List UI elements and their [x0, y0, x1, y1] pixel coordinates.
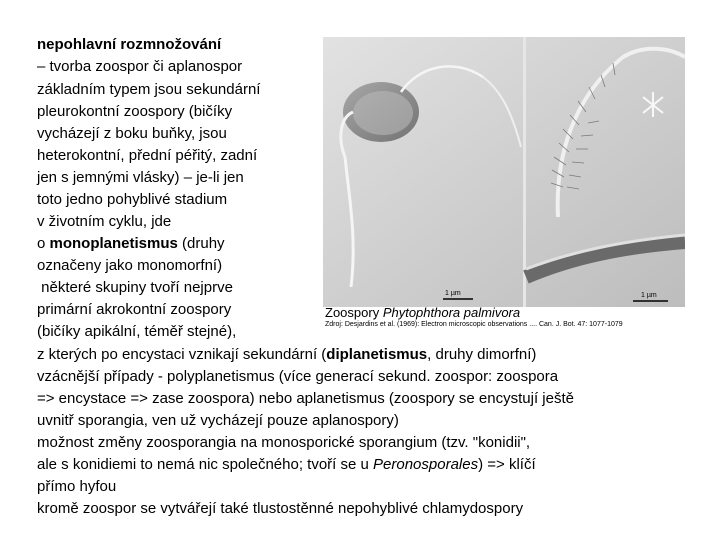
- caption-text: Zoospory: [325, 305, 383, 320]
- text-line: jen s jemnými vlásky) – je-li jen: [37, 169, 244, 186]
- text-line: některé skupiny tvoří nejprve: [37, 279, 233, 296]
- text-span: o: [37, 235, 50, 252]
- text-span: ) => klíčí: [478, 456, 536, 473]
- text-line: kromě zoospor se vytvářejí také tlustostěnné nepohyblivé chlamydospory: [37, 500, 524, 517]
- figure-caption: [325, 305, 520, 320]
- zoospore-micrograph: [323, 37, 685, 307]
- text-line: [37, 344, 536, 366]
- figure-source: Zdroj: Desjardins et al. (1969): Electron microscopic observations .... Can. J. Bot. 47: 1077-1079: [325, 321, 623, 328]
- scale-label-right: 1 µm: [641, 292, 657, 299]
- term-diplanetismus: diplanetismus: [326, 346, 428, 363]
- text-span: ale s konidiemi to nemá nic společného; tvoří se u: [37, 456, 374, 473]
- text-line: přímo hyfou: [37, 478, 117, 495]
- text-line: základním typem jsou sekundární: [37, 81, 261, 98]
- scale-label-left: 1 µm: [445, 290, 461, 297]
- text-line: heterokontní, přední péřitý, zadní: [37, 147, 258, 164]
- text-line: – tvorba zoospor či aplanospor: [37, 58, 243, 75]
- text-line: možnost změny zoosporangia na monosporické sporangium (tzv. "konidii",: [37, 434, 531, 451]
- text-line: v životním cyklu, jde: [37, 213, 172, 230]
- heading: nepohlavní rozmnožování: [37, 36, 222, 53]
- text-line: primární akrokontní zoospory: [37, 301, 232, 318]
- text-line: označeny jako monomorfní): [37, 257, 223, 274]
- caption-species: Phytophthora palmivora: [382, 305, 521, 320]
- taxon-peronosporales: Peronosporales: [373, 456, 479, 473]
- text-line: toto jedno pohyblivé stadium: [37, 191, 228, 208]
- term-monoplanetismus: monoplanetismus: [49, 235, 178, 252]
- text-span: (druhy: [177, 235, 225, 252]
- text-line: uvnitř sporangia, ven už vycházejí pouze aplanospory): [37, 412, 399, 429]
- text-line: [37, 233, 225, 255]
- text-line: (bičíky apikální, téměř stejné),: [37, 323, 237, 340]
- text-line: vzácnější případy - polyplanetismus (více generací sekund. zoospor: zoospora: [37, 368, 559, 385]
- text-line: => encystace => zase zoospora) nebo aplanetismus (zoospory se encystují ještě: [37, 390, 574, 407]
- text-span: , druhy dimorfní): [427, 346, 537, 363]
- text-line: pleurokontní zoospory (bičíky: [37, 103, 233, 120]
- text-line: [37, 454, 536, 476]
- text-line: vycházejí z boku buňky, jsou: [37, 125, 227, 142]
- text-span: z kterých po encystaci vznikají sekundární (: [37, 346, 327, 363]
